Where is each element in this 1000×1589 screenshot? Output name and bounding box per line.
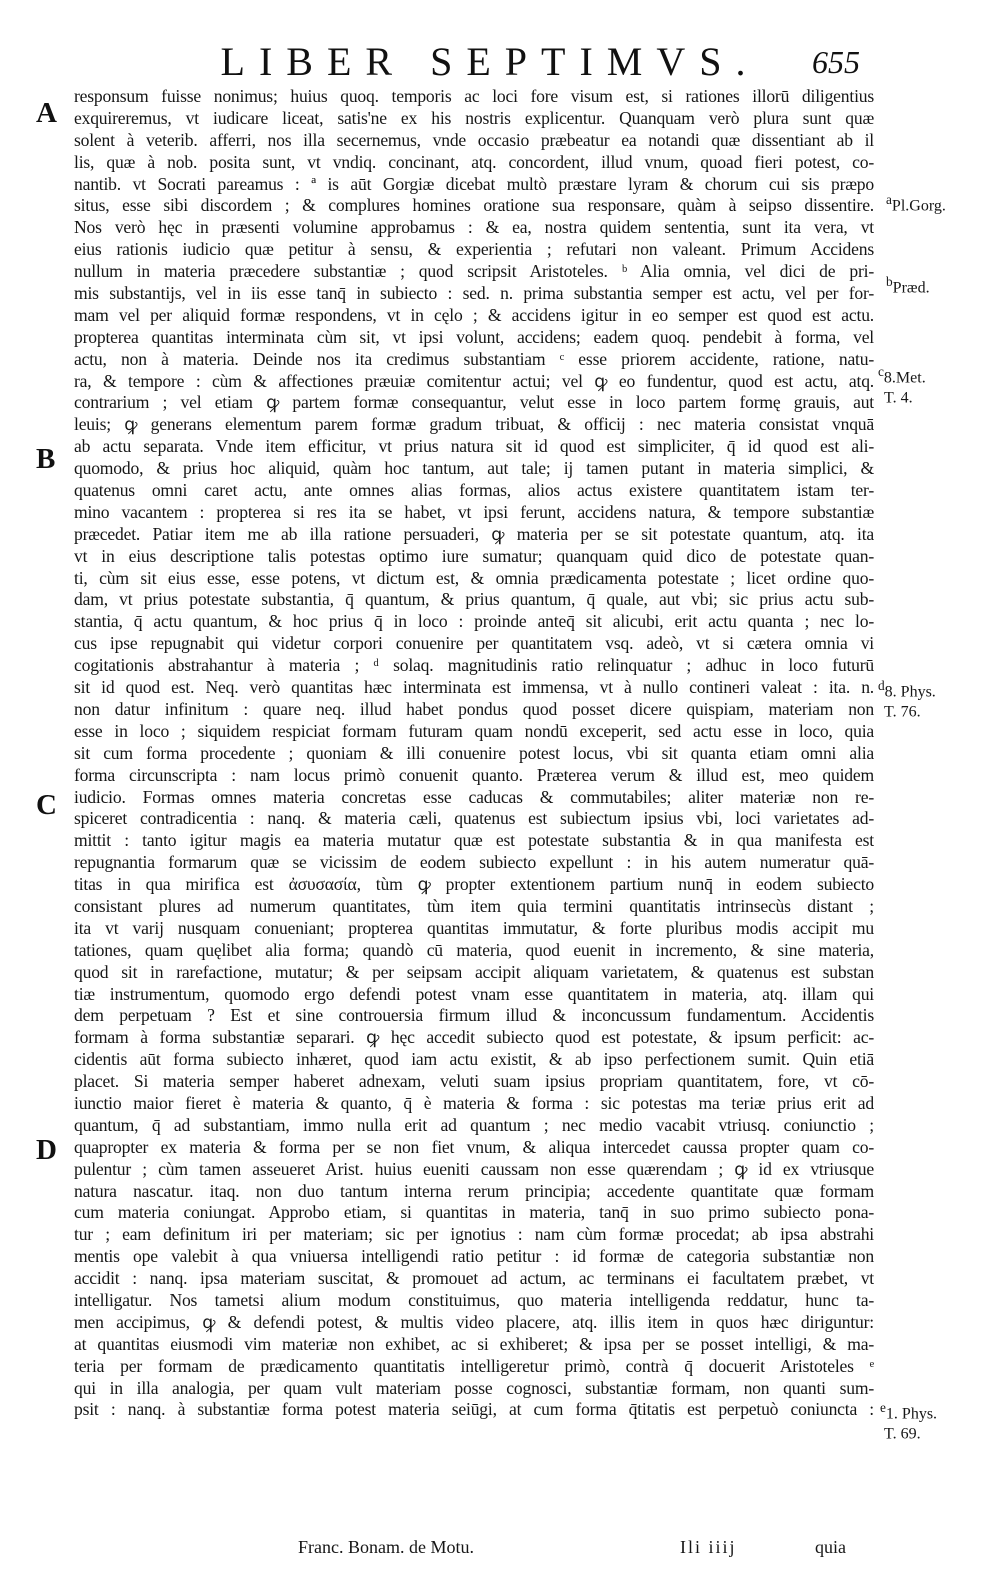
text-line: tiæ instrumentum, quomodo ergo defendi potest vnam esse quantitatem in materia, atq. illam qui <box>74 983 874 1004</box>
margin-note <box>884 382 913 408</box>
margin-note-text: Pl.Gorg. <box>891 197 946 215</box>
text-line: nantib. vt Socrati pareamus : ª is aūt Gorgiæ dicebat multò præstare lyram & chorum cui sis præpo <box>74 173 874 194</box>
text-line: cus ipse repugnabit qui videtur corpori conuenire per quantitatem vsq. adeò, vt si cætera omnia vi <box>74 633 874 654</box>
text-line: ti, cùm sit eius esse, esse potens, vt dictum est, & omnia prædicamenta potestate ; licet ordine quo- <box>74 567 874 588</box>
text-line: situs, esse sibi discordem ; & complures homines oratione sua responsare, quàm à seipso dissentire. <box>74 195 874 216</box>
catchword: quia <box>815 1537 846 1557</box>
text-line: exquireremus, vt iudicare liceat, satis'ne ex his nostris explicentur. Quanquam verò plura sunt quæ <box>74 107 874 128</box>
signature-mark: Ili iiij <box>680 1537 737 1557</box>
text-line: tationes, quam quęlibet alia forma; quandò cū materia, quod euenit in incremento, & sine materia, <box>74 939 874 960</box>
margin-note-text: 1. Phys. <box>885 1405 938 1423</box>
text-line: quantum, q̄ ad substantiam, immo nulla erit ad quantum ; nec medio vacabit vtriusq. coniunctio ; <box>74 1114 874 1135</box>
margin-note <box>886 272 930 298</box>
text-line: lis, quæ à nob. posita sunt, vt vndiq. concinant, atq. concordent, illud vnum, quoad fieri potest, co- <box>74 151 874 172</box>
margin-note-text: 8. Phys. <box>884 683 936 701</box>
text-line: quod sit in rarefactione, mutatur; & per seipsam accipit aliquam varietatem, & quatenus est substan <box>74 961 874 982</box>
text-line: tur ; eam definitum iri per materiam; sic per ignotius : nam cùm formæ procedat; ab ipsa abstrahi <box>74 1224 874 1245</box>
margin-note-text: 8.Met. <box>883 369 926 387</box>
text-line: sit id quod est. Neq. verò quantitas hæc interminata est immensa, vt à nullo contineri valeat : ita. n. <box>74 677 874 698</box>
text-line: mittit : tanto igitur magis ea materia mutatur quæ est potestate substantia & in qua manifesta est <box>74 830 874 851</box>
section-letter-b: B <box>36 443 56 475</box>
text-line: contrarium ; vel etiam ꝙ partem formæ consequantur, velut esse in loco partem formę grauis, aut <box>74 392 874 413</box>
text-line: esse in loco ; siquidem respiciat formam futuram quam nondū exceperit, sed actu esse in loco, quia <box>74 720 874 741</box>
margin-note-ref: c <box>878 364 884 379</box>
margin-note-text: Præd. <box>892 279 930 297</box>
text-line: titas in qua mirifica est ἀσυσασία, tùm ꝙ propter extentionem partium nunq̄ in eodem subiecto <box>74 874 874 895</box>
text-line: mino vacantem : propterea si res ita se habet, vt ipsi ferunt, accidens natura, & tempore substantiæ <box>74 501 874 522</box>
text-line: intelligatur. Nos tametsi alium modum constituimus, quo materia intelligenda reddatur, hunc ta- <box>74 1289 874 1310</box>
text-line: mentis ope valebit à qua vniuersa intelligendi ratio petitur : id formæ de categoria substantiæ non <box>74 1246 874 1267</box>
text-line: sit cum forma procedente ; quoniam & illi conuenire potest locus, vbi sit quanta etiam omni alia <box>74 742 874 763</box>
section-letter-c: C <box>36 789 57 821</box>
text-line: at quantitas eiusmodi vim materiæ non exhibet, ac si exhiberet; & ipsa per se posset intelligi, & ma- <box>74 1333 874 1354</box>
body-text <box>74 86 874 1421</box>
text-line: formam à forma substantiæ separari. ꝙ hęc accedit subiecto quod est potestate, & ipsum perficit: ac- <box>74 1027 874 1048</box>
text-line: men accipimus, ꝙ & defendi potest, & multis video placere, atq. illis item in quos hæc diriguntur: <box>74 1311 874 1332</box>
margin-note <box>884 696 921 722</box>
margin-note <box>884 1418 921 1444</box>
text-line: mam vel per aliquid formæ respondens, vt in cęlo ; & accidens igitur in eo semper est quod est actu. <box>74 304 874 325</box>
margin-note-ref: b <box>886 274 893 289</box>
margin-note-text: T. 69. <box>884 1425 921 1443</box>
text-line: consistant plures ad numerum quantitates, tùm item quia termini quantitatis intrinsecùs distant ; <box>74 895 874 916</box>
section-letter-a: A <box>36 97 57 129</box>
text-line: cidentis aūt forma subiecto inhæret, quod iam actu existit, & ab ipso perfectionem sumit. Quin etiā <box>74 1049 874 1070</box>
text-line: eius rationis iudicio quæ petitur à sensu, & experientia ; refutari non valeant. Primum Accidens <box>74 239 874 260</box>
margin-note-ref: a <box>886 192 892 207</box>
text-line: stantia, q̄ actu quantum, & hoc prius q̄ in loco : proinde anteq̄ sit alicubi, erit actu quanta ; nec lo- <box>74 611 874 632</box>
text-line: accidit : nanq. ipsa materiam suscitat, & promouet ad actum, ac terminans ei facultatem præbet, vt <box>74 1268 874 1289</box>
margin-note-ref: e <box>880 1400 886 1415</box>
text-line: iudicio. Formas omnes materia concretas esse caducas & commutabiles; aliter materiæ non re- <box>74 786 874 807</box>
text-line: responsum fuisse nonimus; huius quoq. temporis ac loci fore visum est, si rationes illorū diligentius <box>74 86 874 106</box>
text-line: ita vt varij nusquam conueniant; propterea quantitas immutatur, & forte pluribus modis accipit mu <box>74 917 874 938</box>
text-line: forma circunscripta : nam locus primò conuenit quanto. Præterea verum & illud est, meo quidem <box>74 764 874 785</box>
text-line: solent à veterib. afferri, nos illa secernemus, vnde occasio præbeatur ea notandi quæ dissentiant ab il <box>74 129 874 150</box>
text-line: ab actu separata. Vnde item efficitur, vt prius natura sit id quod est simpliciter, q̄ id quod est ali- <box>74 436 874 457</box>
text-line: placet. Si materia semper haberet adnexam, veluti suam ipsius propriam quantitatem, fore, vt cō- <box>74 1071 874 1092</box>
text-line: repugnantia formarum quæ se vicissim de eodem subiecto expellunt : in his autem numeratur quā- <box>74 852 874 873</box>
text-line: psit : nanq. à substantiæ forma potest materia seiūgi, at cum forma q̄titatis est perpetuò coniuncta : <box>74 1399 874 1420</box>
text-line: propterea quantitas interminata cùm sit, vt ipsi volunt, accidens; eadem quoq. pendebit à forma, vel <box>74 326 874 347</box>
text-line: mis substantijs, vel in iis esse tanq̄ in subiecto : sed. n. prima substantia semper est actu, vel per for- <box>74 283 874 304</box>
margin-note <box>886 190 946 216</box>
text-line: pulentur ; cùm tamen asseueret Arist. huius eueniti caussam non esse quærendam ; ꝙ id ex vtriusque <box>74 1158 874 1179</box>
text-line: non datur infinitum : quare neq. illud habet pondus quod posset dicere quispiam, materiam non <box>74 698 874 719</box>
margin-note-ref: d <box>878 678 885 693</box>
page-number: 655 <box>812 44 860 80</box>
text-line: dam, vt prius potestate substantia, q̄ quantum, & prius quantum, q̄ quale, aut vbi; sic prius actu sub- <box>74 589 874 610</box>
text-line: præcedet. Patiar item me ab illa ratione persuaderi, ꝙ materia per se sit potestate quantum, atq. ita <box>74 523 874 544</box>
text-line: ra, & tempore : cùm & affectiones præuiæ comitentur actui; vel ꝙ eo fundentur, quod est actu, atq. <box>74 370 874 391</box>
text-line: teria per formam de prædicamento quantitatis intelligeretur primò, contrà q̄ docuerit Aristoteles ᵉ <box>74 1355 874 1376</box>
text-line: quatenus omni caret actu, ante omnes alias formas, alios actus existere quantitatem istam ter- <box>74 480 874 501</box>
text-line: quomodo, & prius hoc aliquid, quàm hoc tantum, aut tale; ij tamen putant in materia simplici, & <box>74 458 874 479</box>
text-line: leuis; ꝙ generans elementum parem formæ gradum tribuat, & officij : nec materia consistat vnquā <box>74 414 874 435</box>
text-line: natura nascatur. itaq. non duo tantum interna rerum principia; accedente quantitate quæ formam <box>74 1180 874 1201</box>
text-line: Nos verò hęc in præsenti volumine approbamus : & ea, nostra quidem sententia, sunt ita vera, vt <box>74 217 874 238</box>
text-line: vt in eius descriptione talis potestas optimo iure sumatur; quanquam quid dico de potestate quan- <box>74 545 874 566</box>
running-title: LIBER SEPTIMVS. <box>220 39 760 84</box>
text-line: qui in illa analogia, per quam vult materiam posse cognosci, substantiæ formam, non quanti sum- <box>74 1377 874 1398</box>
text-line: actu, non à materia. Deinde nos ita credimus substantiam ᶜ esse priorem accidente, ratione, natu- <box>74 348 874 369</box>
text-line: quapropter ex materia & forma per se non fiet vnum, & aliqua intercedet caussa propter quam co- <box>74 1136 874 1157</box>
text-line: iunctio maior fieret è materia & quanto, q̄ è materia & forma : sic potestas ma teriæ prius erit ad <box>74 1092 874 1113</box>
text-line: dem perpetuam ? Est et sine controuersia firmum illud & inconcussum fundamentum. Accidentis <box>74 1005 874 1026</box>
text-line: cum materia coniungat. Approbo etiam, si quantitas in materia, tanq̄ in suo primo subiecto pona- <box>74 1202 874 1223</box>
text-line: cogitationis abstrahantur à materia ; ᵈ solaq. magnitudinis ratio relinquatur ; adhuc in loco futurū <box>74 655 874 676</box>
margin-note-text: T. 4. <box>884 389 913 407</box>
footer-author: Franc. Bonam. de Motu. <box>298 1537 474 1557</box>
section-letter-d: D <box>36 1134 57 1166</box>
text-line: spiceret contradicentia : nanq. & materia cæli, quatenus est subiectum ipsius vbi, loci varietates ad- <box>74 808 874 829</box>
text-line: nullum in materia præcedere substantiæ ; quod scripsit Aristoteles. ᵇ Alia omnia, vel dici de pri- <box>74 261 874 282</box>
margin-note-text: T. 76. <box>884 703 921 721</box>
